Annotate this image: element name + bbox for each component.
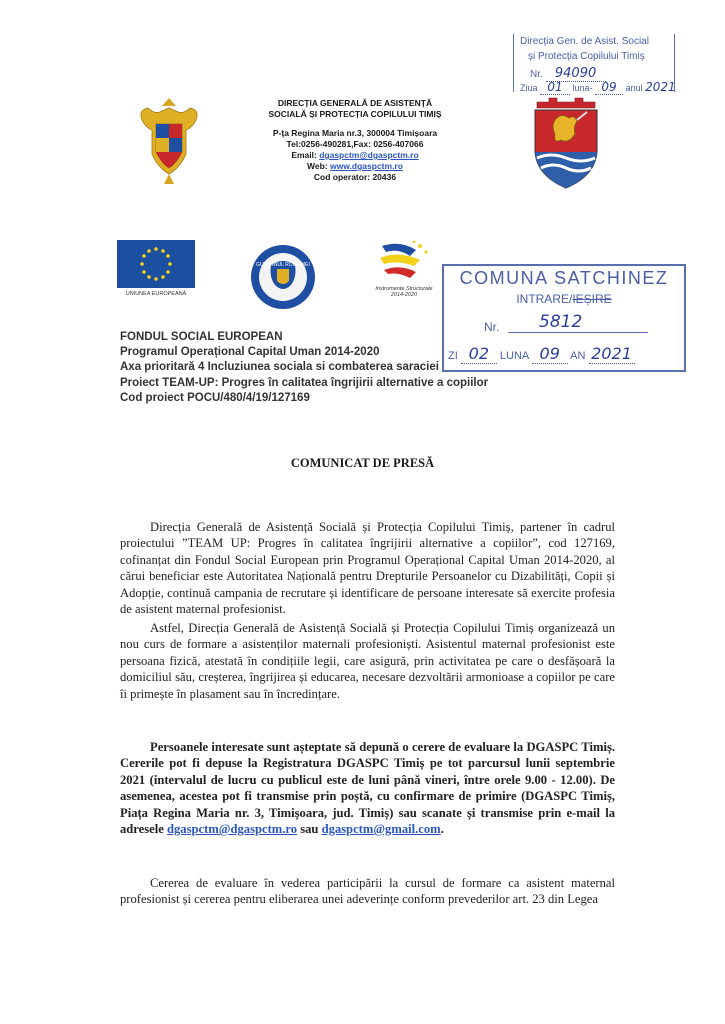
paragraph-3: Persoanele interesate sunt așteptate să depună o cerere de evaluare la DGASPC Timiș. Cererile pot fi depuse la Registratura DGASPC Timiș pe tot parcursul lunii septembrie 2021 (intervalul de lucru cu publicul este de luni până vineri, între orele 9.00 - 12.00). De asemenea, acestea pot fi transmise prin poștă, cu confirmare de primire (DGASPC Timiș, Piața Regina Maria nr. 3, Timișoara, jud. Timiș) sau scanate și transmise prin e-mail la adresele dgaspctm@dgaspctm.ro sau dgaspctm@gmail.com. bbox=[120, 740, 615, 837]
registry-stamp bbox=[513, 34, 675, 92]
registry-stamp-number: Nr. 94090 bbox=[530, 66, 606, 82]
romania-coat-of-arms-logo bbox=[136, 94, 202, 186]
paragraph-4: Cererea de evaluare în vederea participării la cursul de formare ca asistent maternal profesionist și cererea pentru eliberarea unei adeverințe conform prevederilor art. 23 din Legea bbox=[120, 876, 615, 907]
org-web: Web: www.dgaspctm.ro bbox=[307, 161, 403, 171]
timis-county-coat-of-arms-logo bbox=[529, 94, 603, 190]
email-link-dgaspctm[interactable]: dgaspctm@dgaspctm.ro bbox=[166, 822, 298, 837]
eu-flag-logo bbox=[117, 240, 195, 288]
eu-flag-caption: UNIUNEA EUROPEANĂ bbox=[125, 291, 187, 297]
project-program: Programul Operațional Capital Uman 2014-2020 bbox=[120, 346, 380, 359]
org-web-link[interactable]: www.dgaspctm.ro bbox=[330, 161, 403, 171]
registry-stamp-line2: și Protecția Copilului Timiș bbox=[528, 51, 645, 62]
commune-stamp-title: COMUNA SATCHINEZ bbox=[459, 268, 669, 288]
commune-stamp-date: ZI 02 LUNA 09 AN 2021 bbox=[448, 344, 635, 364]
email-link-gmail[interactable]: dgaspctm@gmail.com bbox=[321, 822, 441, 837]
institution-header bbox=[250, 98, 460, 183]
project-code: Cod proiect POCU/480/4/19/127169 bbox=[120, 391, 310, 404]
structural-instruments-logo bbox=[370, 238, 434, 282]
org-name-line2: SOCIALĂ ȘI PROTECȚIA COPILULUI TIMIȘ bbox=[268, 109, 442, 119]
document-title: COMUNICAT DE PRESĂ bbox=[290, 456, 435, 470]
romanian-government-logo bbox=[249, 243, 317, 311]
org-phone: Tel:0256-490281,Fax: 0256-407066 bbox=[286, 139, 424, 149]
project-info bbox=[120, 330, 488, 406]
project-name: Proiect TEAM-UP: Progres în calitatea îngrijirii alternative a copiilor bbox=[120, 376, 489, 389]
registry-stamp-line1: Direcția Gen. de Asist. Social bbox=[520, 36, 649, 47]
paragraph-2: Astfel, Direcția Generală de Asistență Socială și Protecția Copilului Timiș organizează un nou curs de formare a asistenților maternali profesioniști. Asistentul maternal profesionist este persoana fizică, atestată în condițiile legii, care asigură, prin activitatea pe care o desfășoară la domiciliul său, creșterea, îngrijirea și educarea, necesare dezvoltării armonioase a copiilor pe care îi primește în plasament sau în încredințare. bbox=[120, 621, 615, 701]
commune-stamp-nr-label: Nr. bbox=[484, 320, 500, 334]
commune-stamp-nr-value: 5812 bbox=[539, 312, 583, 332]
project-axis: Axa prioritară 4 Incluziunea sociala si combaterea saraciei bbox=[120, 361, 439, 374]
romanian-government-caption: GUVERNUL ROMÂNIEI bbox=[256, 262, 310, 268]
registry-stamp-date: Ziua 01 luna- 09 anul 2021 bbox=[520, 80, 676, 94]
org-email-link[interactable]: dgaspctm@dgaspctm.ro bbox=[319, 150, 419, 160]
structural-instruments-caption: Instrumente Structurale 2014-2020 bbox=[375, 286, 433, 298]
commune-stamp-direction: INTRARE/IEȘIRE bbox=[516, 292, 612, 306]
project-fund: FONDUL SOCIAL EUROPEAN bbox=[120, 331, 283, 343]
paragraph-1: Direcția Generală de Asistență Socială și Protecția Copilului Timiș, partener în cadrul proiectului ”TEAM UP: Progres în calitatea îngrijirii alternative a copiilor”, cod 127169, cofinanțat din Fondul Social European prin Programul Operațional Capital Uman 2014-2020, al cărui beneficiar este Autoritatea Națională pentru Drepturile Persoanelor cu Dizabilități, Copii și Adopție, continuă campania de recrutare și identificare de persoane interesate să exercite profesia de asistent maternal profesionist. bbox=[120, 520, 615, 617]
org-email: Email: dgaspctm@dgaspctm.ro bbox=[291, 150, 419, 160]
org-address: P-ța Regina Maria nr.3, 300004 Timișoara bbox=[272, 128, 438, 138]
org-operator-code: Cod operator: 20436 bbox=[313, 172, 397, 182]
org-name-line1: DIRECȚIA GENERALĂ DE ASISTENȚĂ bbox=[277, 98, 433, 108]
